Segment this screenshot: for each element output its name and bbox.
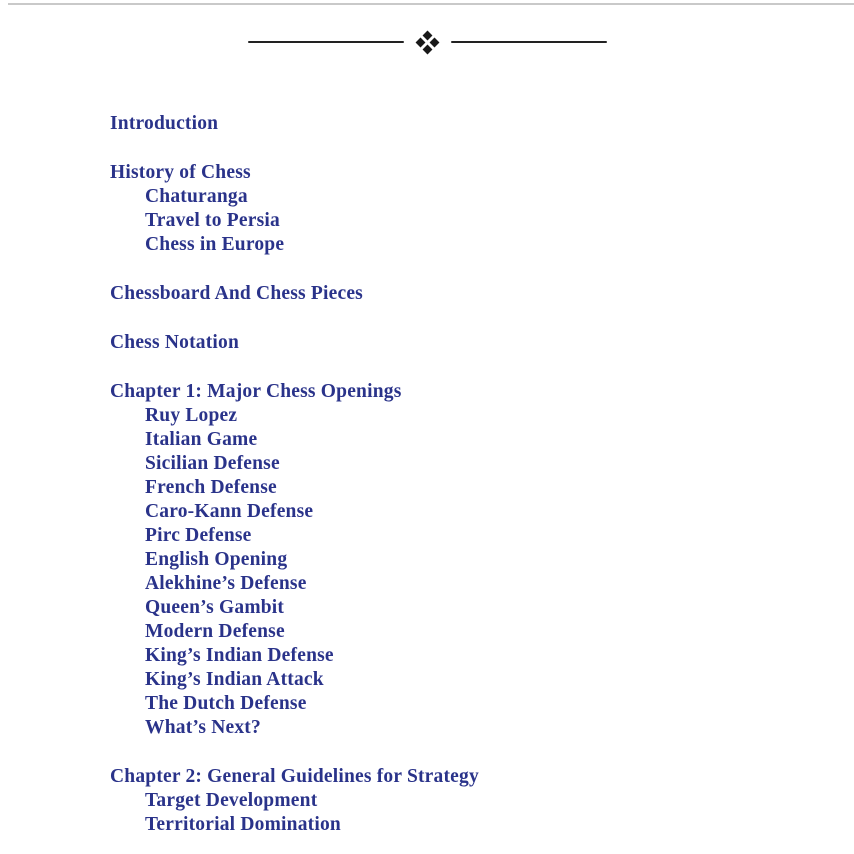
toc-sub-entry[interactable]: What’s Next?: [145, 717, 261, 738]
toc-sub-entry[interactable]: Queen’s Gambit: [145, 597, 285, 618]
toc-entry-title[interactable]: Chessboard And Chess Pieces: [110, 283, 363, 304]
divider-rule-left: [248, 41, 404, 43]
page-top-border: [8, 3, 854, 5]
toc-section: [110, 282, 834, 306]
section-divider: [0, 31, 854, 53]
table-of-contents: [110, 112, 834, 837]
toc-sub-entry[interactable]: French Defense: [145, 477, 277, 498]
toc-sub-entry[interactable]: The Dutch Defense: [145, 693, 307, 714]
toc-sub-entry[interactable]: Sicilian Defense: [145, 453, 280, 474]
toc-sub-entry[interactable]: Modern Defense: [145, 621, 285, 642]
toc-sub-entry[interactable]: Italian Game: [145, 429, 258, 450]
toc-sub-entry[interactable]: King’s Indian Defense: [145, 645, 334, 666]
toc-entry-title[interactable]: Chapter 1: Major Chess Openings: [110, 381, 402, 402]
toc-section: [110, 331, 834, 355]
toc-section: [110, 765, 834, 837]
toc-sub-entry[interactable]: Caro-Kann Defense: [145, 501, 314, 522]
toc-sub-entry[interactable]: Ruy Lopez: [145, 405, 238, 426]
toc-sub-entry[interactable]: Chess in Europe: [145, 234, 285, 255]
toc-entry-title[interactable]: Chapter 2: General Guidelines for Strategy: [110, 766, 479, 787]
toc-entry-title[interactable]: History of Chess: [110, 162, 251, 183]
toc-sub-entry[interactable]: Chaturanga: [145, 186, 248, 207]
toc-sub-entry[interactable]: Travel to Persia: [145, 210, 280, 231]
toc-section: [110, 380, 834, 740]
toc-section: [110, 112, 834, 136]
four-diamond-ornament-icon: [417, 32, 438, 53]
toc-sub-entry[interactable]: Target Development: [145, 790, 318, 811]
toc-section: [110, 161, 834, 257]
toc-entry-title[interactable]: Introduction: [110, 113, 219, 134]
toc-entry-title[interactable]: Chess Notation: [110, 332, 240, 353]
toc-sub-entry[interactable]: King’s Indian Attack: [145, 669, 324, 690]
toc-sub-entry[interactable]: Pirc Defense: [145, 525, 252, 546]
toc-sub-entry[interactable]: Territorial Domination: [145, 814, 341, 835]
toc-sub-entry[interactable]: Alekhine’s Defense: [145, 573, 307, 594]
divider-rule-right: [451, 41, 607, 43]
toc-sub-entry[interactable]: English Opening: [145, 549, 288, 570]
